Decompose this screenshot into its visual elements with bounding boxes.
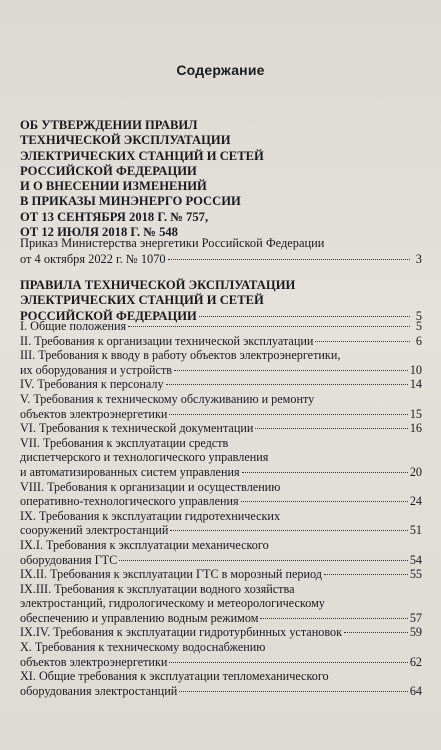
toc-entry-line: IX.III. Требования к эксплуатации водного хозяйства	[20, 581, 295, 596]
toc-entry-line: IV. Требования к персоналу	[20, 377, 164, 392]
page-number: 20	[409, 464, 422, 479]
toc-entry	[20, 640, 422, 669]
decree-title-line: РОССИЙСКОЙ ФЕДЕРАЦИИ	[20, 163, 197, 178]
toc-entry	[20, 582, 422, 626]
toc-entry-last-line	[20, 611, 422, 626]
rules-title-line: ПРАВИЛА ТЕХНИЧЕСКОЙ ЭКСПЛУАТАЦИИ	[20, 278, 296, 292]
toc-entry-line: II. Требования к организации технической эксплуатации	[20, 333, 314, 348]
toc-entry-line: IX.IV. Требования к эксплуатации гидротурбинных установок	[20, 625, 343, 640]
toc-entry-line: X. Требования к техническому водоснабжению	[20, 640, 266, 655]
dot-leader	[255, 428, 407, 429]
order-entry	[20, 235, 422, 267]
page-number: 16	[409, 421, 422, 436]
toc-entry-last-line	[20, 494, 422, 509]
page-number: 62	[409, 654, 422, 669]
order-line: Приказ Министерства энергетики Российской Федерации	[20, 236, 325, 250]
toc-entry	[20, 319, 422, 334]
toc-entry-line: оборудования ГТС	[20, 552, 118, 567]
dot-leader	[199, 316, 410, 317]
dot-leader	[324, 574, 408, 575]
dot-leader	[344, 632, 408, 633]
toc-entry	[20, 480, 422, 509]
toc-entry-line: электростанций, гидрологическому и метеорологическому	[20, 596, 325, 611]
decree-title-line: И О ВНЕСЕНИИ ИЗМЕНЕНИЙ	[20, 179, 207, 194]
rules-title	[20, 278, 422, 324]
toc-entry-line: I. Общие положения	[20, 319, 127, 333]
toc-entry-line: III. Требования к вводу в работу объектов электроэнергетики,	[20, 348, 341, 363]
dot-leader	[166, 384, 408, 385]
toc-entry	[20, 669, 422, 698]
toc-entry-last-line	[20, 523, 422, 538]
toc-entry	[20, 377, 422, 392]
dot-leader	[179, 691, 408, 692]
toc-entry	[20, 348, 422, 377]
page-number: 57	[409, 610, 422, 625]
rules-title-line: ЭЛЕКТРИЧЕСКИХ СТАНЦИЙ И СЕТЕЙ	[20, 293, 264, 308]
dot-leader	[119, 560, 408, 561]
toc-entry-last-line	[20, 334, 422, 349]
page-number: 10	[409, 362, 422, 377]
page-title: Содержание	[176, 62, 265, 78]
page-number: 54	[409, 552, 422, 567]
page-number: 59	[409, 625, 422, 640]
dot-leader	[168, 259, 410, 260]
page-number: 14	[409, 377, 422, 392]
toc-entry-line: их оборудования и устройств	[20, 362, 173, 377]
toc-entry-line: объектов электроэнергетики	[20, 406, 168, 421]
page-number: 3	[415, 252, 422, 266]
toc-entry-last-line	[20, 684, 422, 699]
toc-entry	[20, 421, 422, 436]
page-number: 15	[409, 406, 422, 421]
toc-entry	[20, 538, 422, 567]
toc-entry	[20, 392, 422, 421]
page-number: 64	[409, 683, 422, 698]
toc-entry-line: сооружений электростанций	[20, 523, 169, 538]
toc-entry-line: VIII. Требования к организации и осуществлению	[20, 479, 281, 494]
page-number: 5	[415, 308, 422, 323]
decree-title	[20, 118, 422, 240]
toc-entry-line: V. Требования к техническому обслуживанию и ремонту	[20, 391, 315, 406]
toc-entry-line: VII. Требования к эксплуатации средств	[20, 435, 229, 450]
decree-title-line: ОТ 12 ИЮЛЯ 2018 Г. № 548	[20, 225, 178, 240]
decree-title-line: ОБ УТВЕРЖДЕНИИ ПРАВИЛ	[20, 118, 198, 132]
toc-entry	[20, 625, 422, 640]
toc-entry-last-line	[20, 465, 422, 480]
toc-entry-line: диспетчерского и технологического управления	[20, 450, 269, 465]
order-line: от 4 октября 2022 г. № 1070	[20, 252, 166, 266]
page-number: 6	[415, 333, 422, 348]
toc-entry-last-line	[20, 377, 422, 392]
toc-entry-last-line	[20, 567, 422, 582]
toc-entry-last-line	[20, 655, 422, 670]
toc-entry	[20, 567, 422, 582]
dot-leader	[260, 618, 407, 619]
toc-entry	[20, 436, 422, 480]
page-number: 51	[409, 523, 422, 538]
toc-entry-last-line	[20, 319, 422, 334]
dot-leader	[242, 472, 408, 473]
toc-entry-line: оборудования электростанций	[20, 683, 178, 698]
toc-entry-line: IX.II. Требования к эксплуатации ГТС в морозный период	[20, 567, 322, 582]
toc-entry-line: обеспечению и управлению водным режимом	[20, 610, 259, 625]
toc-entry-last-line	[20, 553, 422, 568]
dot-leader	[169, 662, 407, 663]
toc-entry-line: и автоматизированных систем управления	[20, 464, 240, 479]
toc-entry-last-line	[20, 363, 422, 378]
decree-title-line: ОТ 13 СЕНТЯБРЯ 2018 Г. № 757,	[20, 209, 209, 224]
decree-title-line: В ПРИКАЗЫ МИНЭНЕРГО РОССИИ	[20, 194, 241, 209]
toc-entry-line: объектов электроэнергетики	[20, 654, 168, 669]
toc-entry-line: оперативно-технологического управления	[20, 494, 239, 509]
rules-title-line: РОССИЙСКОЙ ФЕДЕРАЦИИ	[20, 308, 197, 323]
dot-leader	[241, 501, 408, 502]
toc-entry-line: IX.I. Требования к эксплуатации механического	[20, 537, 269, 552]
order-last-line	[20, 251, 422, 267]
dot-leader	[174, 370, 408, 371]
decree-title-line: ТЕХНИЧЕСКОЙ ЭКСПЛУАТАЦИИ	[20, 133, 231, 148]
dot-leader	[170, 530, 407, 531]
toc-entry-last-line	[20, 421, 422, 436]
toc-entry-last-line	[20, 407, 422, 422]
toc-entry	[20, 509, 422, 538]
toc-entry-last-line	[20, 625, 422, 640]
decree-title-line: ЭЛЕКТРИЧЕСКИХ СТАНЦИЙ И СЕТЕЙ	[20, 148, 264, 163]
toc-entry	[20, 334, 422, 349]
toc-entry-line: VI. Требования к технической документации	[20, 421, 254, 436]
page-number: 5	[415, 319, 422, 333]
toc-list	[20, 319, 422, 698]
toc-entry-line: IX. Требования к эксплуатации гидротехнических	[20, 508, 281, 523]
toc-entry-line: XI. Общие требования к эксплуатации тепломеханического	[20, 669, 329, 684]
page-number: 24	[409, 494, 422, 509]
page-number: 55	[409, 567, 422, 582]
dot-leader	[128, 326, 410, 327]
dot-leader	[315, 341, 410, 342]
dot-leader	[169, 414, 407, 415]
